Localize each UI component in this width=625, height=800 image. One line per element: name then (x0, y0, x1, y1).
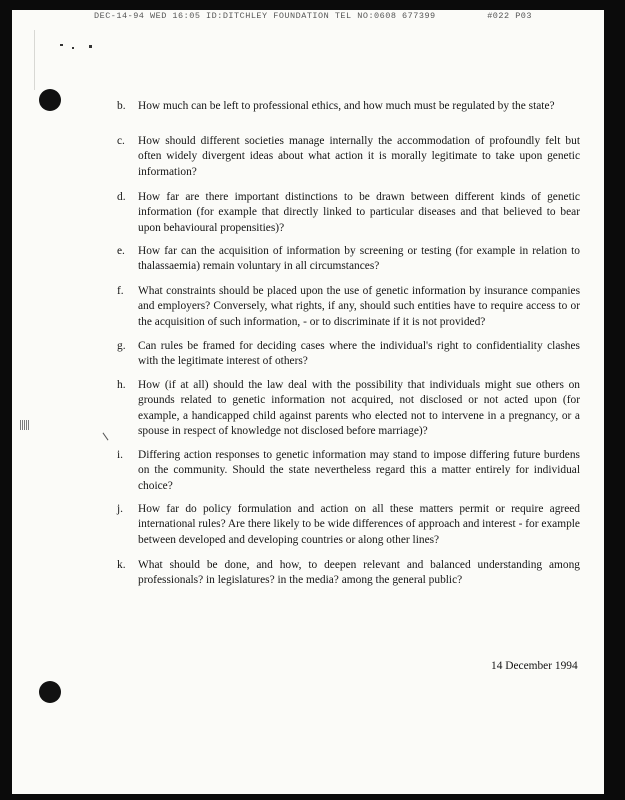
question-item-i (117, 448, 580, 494)
scan-speck (60, 44, 63, 46)
punch-hole-bottom (39, 681, 61, 703)
question-text: How far do policy formulation and action on all these matters permit or require agreed international rules? Are there likely to be wide differences of approach and interest - for example between developed and developing countries or along other lines? (138, 503, 580, 546)
question-letter: h. (117, 379, 126, 391)
scan-speck (89, 45, 92, 48)
punch-hole-top (39, 89, 61, 111)
question-text: Differing action responses to genetic information may stand to impose differing future burdens on the community. Should the state nevertheless regard this a matter entirely for individual choice? (138, 449, 580, 492)
margin-tick-mark (103, 433, 109, 441)
question-text: How should different societies manage internally the accommodation of profoundly felt but often widely divergent ideas about what action it is morally legitimate to take upon genetic information? (138, 135, 580, 178)
scan-speck (72, 47, 74, 49)
question-item-h (117, 378, 580, 439)
margin-scan-mark (20, 420, 30, 430)
document-date: 14 December 1994 (491, 660, 578, 672)
question-letter: j. (117, 503, 124, 515)
fax-header-left: DEC-14-94 WED 16:05 ID:DITCHLEY FOUNDATION TEL NO:0608 677399 (94, 12, 436, 21)
question-item-f (117, 284, 580, 330)
fold-line (34, 30, 35, 90)
question-letter: i. (117, 449, 124, 461)
fax-header-right: #022 P03 (487, 12, 532, 21)
question-letter: c. (117, 135, 125, 147)
question-letter: d. (117, 191, 126, 203)
question-text: How far can the acquisition of information by screening or testing (for example in relation to thalassaemia) remain voluntary in all circumstances? (138, 245, 580, 273)
question-text: How much can be left to professional ethics, and how much must be regulated by the state? (138, 100, 555, 112)
question-text: What should be done, and how, to deepen relevant and balanced understanding among professionals? in legislatures? in the media? among the general public? (138, 559, 580, 587)
question-letter: k. (117, 559, 126, 571)
question-letter: e. (117, 245, 125, 257)
question-item-d (117, 190, 580, 236)
question-item-j (117, 502, 580, 548)
fax-header (94, 12, 594, 23)
question-text: What constraints should be placed upon the use of genetic information by insurance companies and employers? Conversely, what rights, if any, should such entities have to require access to or the acquisition of such information, - or to discriminate if it is not provided? (138, 285, 580, 328)
question-item-b (117, 99, 580, 114)
question-item-c (117, 134, 580, 180)
question-text: Can rules be framed for deciding cases where the individual's right to confidentiality clashes with the legitimate interest of others? (138, 340, 580, 368)
document-page (12, 10, 604, 794)
question-item-k (117, 558, 580, 589)
question-letter: b. (117, 100, 126, 112)
question-text: How (if at all) should the law deal with the possibility that individuals might sue others on grounds related to genetic information not acquired, not disclosed or not acted upon (for example, a handicapped child against parents who elected not to intervene in a pregnancy, or a spouse in respect of knowledge not disclosed before marriage)? (138, 379, 580, 437)
question-text: How far are there important distinctions to be drawn between different kinds of genetic information (for example that directly linked to particular diseases and that believed to bear upon behavioural propensities)? (138, 191, 580, 234)
question-letter: f. (117, 285, 124, 297)
question-item-g (117, 339, 580, 370)
question-item-e (117, 244, 580, 275)
question-letter: g. (117, 340, 126, 352)
